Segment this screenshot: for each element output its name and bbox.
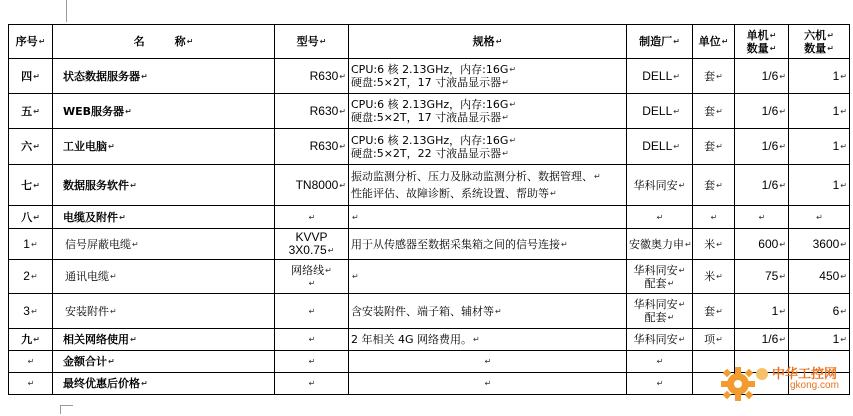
row-maker: 华科同安 ↵ (634, 179, 686, 192)
empty-cell (308, 305, 316, 318)
row-spec-line2: 硬盘:5×2T，17 寸液晶显示器 ↵ (351, 111, 624, 124)
empty-cell (484, 355, 492, 368)
row-six-qty: 3600 ↵ (813, 237, 847, 251)
row-maker: DELL ↵ (642, 69, 680, 83)
row-maker: DELL ↵ (642, 104, 680, 118)
header-unit: 单位 ↵ (699, 35, 729, 48)
empty-cell (308, 355, 316, 368)
row-six-qty: 1 ↵ (833, 139, 847, 153)
row-single-qty: 600 ↵ (758, 237, 786, 251)
row-spec-line1: CPU:6 核 2.13GHz，内存:16G ↵ (351, 98, 624, 111)
header-maker: 制造厂 ↵ (639, 35, 680, 48)
row-single-qty: 1/6 ↵ (762, 69, 786, 83)
empty-cell (351, 270, 359, 283)
row-unit: 米 ↵ (704, 270, 723, 283)
row-index: 3 ↵ (23, 304, 37, 318)
empty-cell (758, 211, 766, 224)
header-model: 型号 ↵ (297, 35, 327, 48)
table-row (9, 260, 850, 294)
row-index: 2 ↵ (23, 269, 37, 283)
empty-cell (27, 377, 35, 390)
row-spec-line1: 用于从传感器至数据采集箱之间的信号连接 ↵ (351, 238, 568, 251)
row-unit: 套 ↵ (704, 140, 723, 153)
row-spec-line2: 硬盘:5×2T，17 寸液晶显示器 ↵ (351, 76, 624, 89)
header-six-a: 六机 ↵ (791, 29, 847, 42)
row-unit: 套 ↵ (704, 305, 723, 318)
row-model-line2: 3X0.75 ↵ (277, 244, 346, 257)
row-name: 相关网络使用 ↵ (63, 333, 137, 346)
row-name: 信号屏蔽电缆 ↵ (65, 238, 139, 251)
header-single-a: 单机 ↵ (737, 29, 786, 42)
row-model: R630 ↵ (310, 69, 346, 83)
gear-icon (718, 362, 774, 408)
row-name: WEB服务器 ↵ (63, 105, 132, 118)
row-spec-line1: CPU:6 核 2.13GHz，内存:16G ↵ (351, 63, 624, 76)
row-model: TN8000 ↵ (296, 178, 346, 192)
row-spec-line1: 振动监测分析、压力及脉动监测分析、数据管理、 ↵ (351, 170, 624, 183)
header-name-a: 名 (133, 35, 145, 48)
row-spec-line1: 2 年相关 4G 网络费用。 ↵ (351, 333, 480, 346)
row-index: 六 ↵ (21, 140, 40, 153)
row-name: 通讯电缆 ↵ (65, 270, 117, 283)
row-six-qty: 6 ↵ (833, 304, 847, 318)
table-row (9, 59, 850, 94)
row-model: R630 ↵ (310, 104, 346, 118)
row-single-qty: 1 ↵ (772, 304, 786, 318)
row-name: 状态数据服务器 ↵ (63, 70, 148, 83)
empty-cell (27, 355, 35, 368)
empty-cell (815, 211, 823, 224)
row-unit: 米 ↵ (704, 238, 723, 251)
row-maker-line2: 配套 ↵ (629, 277, 690, 290)
row-index: 五 ↵ (21, 105, 40, 118)
row-spec-line1: CPU:6 核 2.13GHz，内存:16G ↵ (351, 134, 624, 147)
empty-cell (308, 377, 316, 390)
row-name: 数据服务软件 ↵ (63, 179, 137, 192)
row-name: 工业电脑 ↵ (63, 140, 115, 153)
row-maker-line2: 配套 ↵ (629, 311, 690, 324)
row-name: 金额合计 ↵ (63, 355, 115, 368)
row-model-line1: 网络线 ↵ (277, 264, 346, 277)
row-index: 八 ↵ (21, 211, 40, 224)
empty-cell (308, 211, 316, 224)
row-unit: 套 ↵ (704, 179, 723, 192)
header-six-b: 数量 ↵ (791, 42, 847, 55)
header-name-b: 称 ↵ (175, 35, 194, 48)
row-spec-line1: 含安装附件、端子箱、辅材等 ↵ (351, 305, 502, 318)
header-spec: 规格 ↵ (473, 35, 503, 48)
table-row (9, 206, 850, 229)
row-model-line1: KVVP (295, 230, 328, 244)
row-six-qty: 1 ↵ (833, 178, 847, 192)
watermark-text: 中华工控网 (772, 367, 838, 382)
empty-cell (308, 333, 316, 346)
row-unit: 套 ↵ (704, 70, 723, 83)
row-single-qty: 75 ↵ (765, 269, 786, 283)
row-maker: 安徽奥力申 ↵ (629, 238, 692, 251)
row-model: R630 ↵ (310, 139, 346, 153)
row-maker-line1: 华科同安 ↵ (629, 298, 690, 311)
table-row (9, 329, 850, 351)
row-single-qty: 1/6 ↵ (762, 332, 786, 346)
row-maker: 华科同安 ↵ (634, 333, 686, 346)
row-name: 最终优惠后价格 ↵ (63, 377, 148, 390)
table-row (9, 94, 850, 129)
row-index: 1 ↵ (23, 237, 37, 251)
empty-cell (656, 211, 664, 224)
row-unit: 项 ↵ (704, 333, 723, 346)
row-six-qty: 1 ↵ (833, 332, 847, 346)
row-maker-line1: 华科同安 ↵ (629, 264, 690, 277)
row-name: 电缆及附件 ↵ (63, 211, 126, 224)
header-single-b: 数量 ↵ (737, 42, 786, 55)
row-name: 安装附件 ↵ (65, 305, 117, 318)
equipment-table (8, 24, 850, 395)
row-unit: 套 ↵ (704, 105, 723, 118)
empty-cell (484, 377, 492, 390)
row-index: 九 ↵ (21, 333, 40, 346)
table-row (9, 165, 850, 206)
empty-cell (656, 377, 664, 390)
row-spec-line2: 硬盘:5×2T，22 寸液晶显示器 ↵ (351, 147, 624, 160)
row-six-qty: 1 ↵ (833, 104, 847, 118)
row-index: 七 ↵ (21, 179, 40, 192)
empty-cell (351, 211, 359, 224)
empty-cell (656, 355, 664, 368)
watermark-url: gkong.com (790, 380, 839, 391)
empty-cell (710, 211, 718, 224)
table-row (9, 229, 850, 260)
row-maker: DELL ↵ (642, 139, 680, 153)
watermark-logo (718, 360, 853, 410)
row-six-qty: 1 ↵ (833, 69, 847, 83)
row-spec-line2: 性能评估、故障诊断、系统设置、帮助等 ↵ (351, 187, 624, 200)
page-corner-mark-bottom (60, 405, 73, 414)
header-index: 序号 ↵ (16, 35, 46, 48)
row-single-qty: 1/6 ↵ (762, 104, 786, 118)
row-six-qty: 450 ↵ (819, 269, 847, 283)
empty-cell (277, 277, 346, 290)
row-single-qty: 1/6 ↵ (762, 139, 786, 153)
row-single-qty: 1/6 ↵ (762, 178, 786, 192)
row-index: 四 ↵ (21, 70, 40, 83)
header-row (9, 25, 850, 59)
page-corner-mark (66, 0, 67, 22)
table-row (9, 294, 850, 329)
table-row (9, 129, 850, 165)
